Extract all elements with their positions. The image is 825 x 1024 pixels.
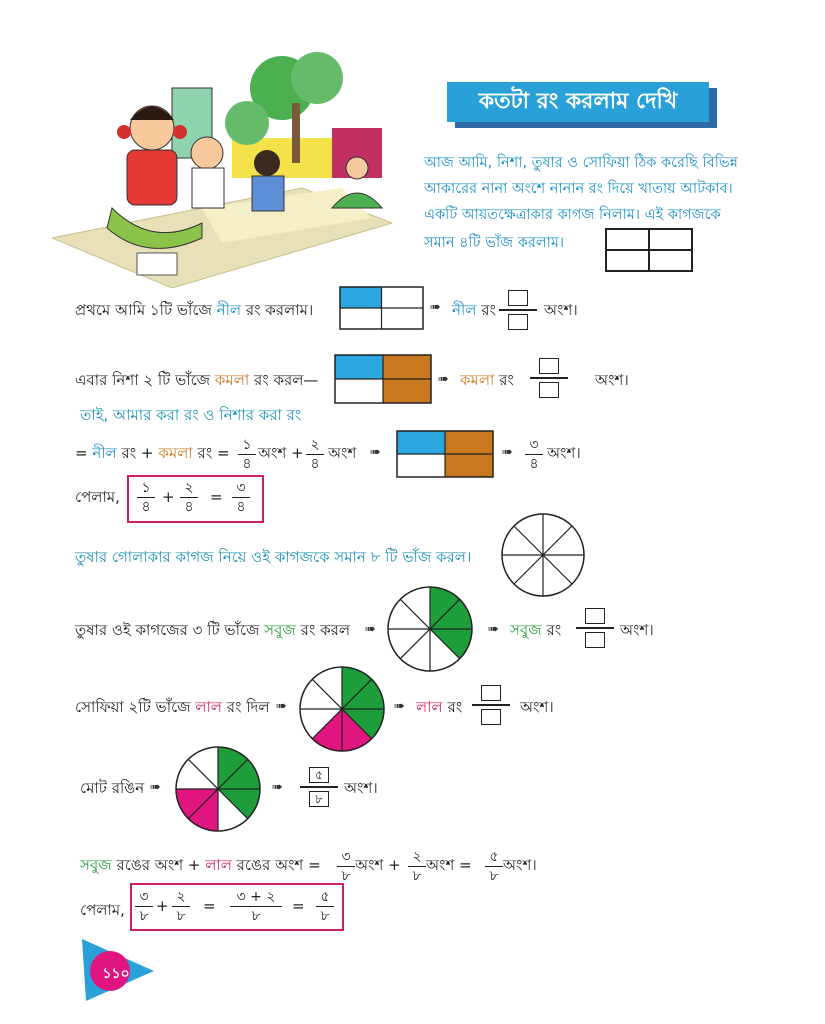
line2-ongsho: অংশ। — [595, 371, 629, 389]
fraction-5-8: ৫ ৮ — [300, 767, 338, 807]
line7-result: লাল রং — [416, 698, 463, 716]
equals-sign: = — [210, 488, 223, 506]
circle-total-colored — [174, 745, 262, 833]
fraction-5-8: ৫ ৮ — [316, 889, 334, 924]
line5-text: তুষার গোলাকার কাগজ নিয়ে ওই কাগজকে সমান ৮ টি ভাঁজ করল। — [75, 548, 472, 566]
line1-result: নীল রং — [452, 301, 496, 319]
arrow-icon: ➠ — [272, 780, 283, 795]
fraction-3-8: ৩ ৮ — [135, 889, 153, 924]
line1-text: প্রথমে আমি ১টি ভাঁজে নীল রং করলাম। — [75, 301, 314, 319]
line9-text: সবুজ রঙের অংশ + লাল রঙের অংশ = — [80, 856, 321, 874]
line7-text: সোফিয়া ২টি ভাঁজে লাল রং দিল — [75, 698, 270, 716]
fraction-5-8: ৫ ৮ — [485, 849, 503, 884]
line6-text: তুষার ওই কাগজের ৩ টি ভাঁজে সবুজ রং করল — [75, 621, 350, 639]
intro-line-3: একটি আয়তক্ষেত্রাকার কাগজ নিলাম। এই কাগজকে — [424, 207, 721, 223]
plus-sign: + — [156, 897, 169, 915]
line7-ongsho: অংশ। — [520, 698, 554, 716]
line4-ongsho3: অংশ। — [547, 444, 581, 462]
rect-blue-1of4 — [339, 286, 424, 330]
line4-ongsho1: অংশ + — [258, 444, 304, 462]
fraction-1-4: ১ ৪ — [238, 437, 256, 472]
line1-ongsho: অংশ। — [544, 301, 578, 319]
line9-ongsho3: অংশ। — [503, 856, 537, 874]
fraction-2-8: ২ ৮ — [172, 889, 190, 924]
line8-ongsho: অংশ। — [344, 779, 378, 797]
fraction-1-4: ১ ৪ — [137, 480, 155, 515]
blank-fraction — [530, 358, 568, 398]
circle-green-3of8 — [386, 585, 474, 673]
got-label: পেলাম, — [80, 901, 125, 919]
fraction-3-8: ৩ ৮ — [337, 849, 355, 884]
equals-sign: = — [203, 897, 216, 915]
fraction-2-4: ২ ৪ — [180, 480, 198, 515]
arrow-icon: ➠ — [488, 622, 499, 637]
intro-line-1: আজ আমি, নিশা, তুষার ও সোফিয়া ঠিক করেছি বিভিন্ন — [424, 155, 738, 171]
circle-8-parts — [500, 512, 586, 598]
blank-fraction — [576, 608, 614, 648]
plus-sign: + — [162, 488, 175, 506]
blank-fraction — [472, 685, 510, 725]
page-number: ১১০ — [102, 966, 130, 982]
intro-line-4: সমান ৪টি ভাঁজ করলাম। — [424, 235, 565, 251]
intro-line-2: আকারের নানা অংশে নানান রং দিয়ে খাতায় আটকাব। — [424, 181, 733, 197]
arrow-icon: ➠ — [365, 622, 376, 637]
folded-rectangle — [605, 228, 693, 272]
rect-combined-3of4 — [396, 430, 494, 478]
children-illustration — [52, 48, 392, 288]
equals-sign: = — [292, 897, 305, 915]
section-title: কতটা রং করলাম দেখি — [447, 82, 709, 122]
line6-result: সবুজ রং — [510, 621, 562, 639]
line6-ongsho: অংশ। — [620, 621, 654, 639]
arrow-icon: ➠ — [394, 699, 405, 714]
line9-ongsho1: অংশ + — [355, 856, 401, 874]
fraction-2-8: ২ ৮ — [408, 849, 426, 884]
arrow-icon: ➠ — [438, 372, 449, 387]
fraction-3-4: ৩ ৪ — [525, 437, 543, 472]
fraction-sum: ৩ + ২ ৮ — [228, 889, 284, 924]
line4-ongsho2: অংশ — [328, 444, 357, 462]
fraction-2-4: ২ ৪ — [306, 437, 324, 472]
line8-text: মোট রঙিন — [80, 779, 145, 797]
line4-text: = নীল রং + কমলা রং = — [75, 444, 230, 462]
blank-fraction — [499, 290, 537, 330]
line2-text: এবার নিশা ২ টি ভাঁজে কমলা রং করল— — [75, 371, 319, 389]
arrow-icon: ➠ — [430, 300, 441, 315]
fraction-3-4: ৩ ৪ — [232, 480, 250, 515]
got-label: পেলাম, — [75, 488, 120, 506]
line2-result: কমলা রং — [460, 371, 514, 389]
arrow-icon: ➠ — [276, 699, 287, 714]
circle-green-red — [298, 665, 386, 753]
arrow-icon: ➠ — [502, 445, 513, 460]
arrow-icon: ➠ — [370, 445, 381, 460]
line9-ongsho2: অংশ = — [426, 856, 472, 874]
line3-text: তাই, আমার করা রং ও নিশার করা রং — [80, 406, 302, 424]
arrow-icon: ➠ — [150, 780, 161, 795]
rect-orange-2of4 — [334, 354, 432, 404]
